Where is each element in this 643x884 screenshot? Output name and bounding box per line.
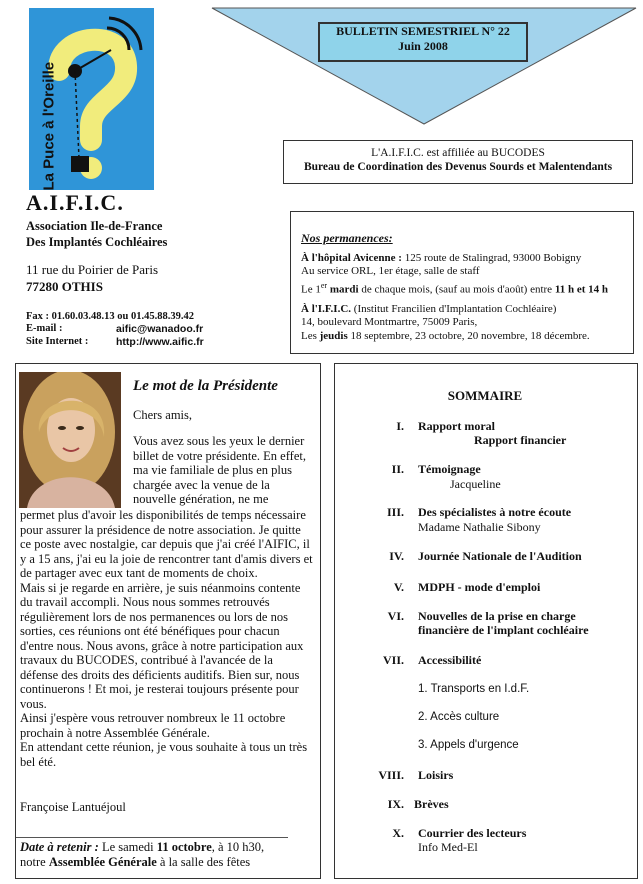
toc-item-sub: Info Med-El (418, 840, 478, 854)
article-greeting: Chers amis, (133, 408, 193, 422)
ific-description: (Institut Francilien d'Implantation Cochléaire) (351, 302, 557, 315)
toc-number: IX. (387, 797, 404, 811)
association-line1: Association Ile-de-France (26, 219, 163, 233)
separator-line (16, 837, 288, 838)
permanence-ific (301, 303, 625, 344)
president-photo (19, 372, 121, 508)
article-body (20, 508, 314, 769)
toc-number: III. (386, 505, 404, 519)
fax-line: Fax : 01.60.03.48.13 ou 01.45.88.39.42 (26, 311, 194, 322)
bulletin-header (318, 22, 528, 62)
date-to-remember: Date à retenir : Le samedi 11 octobre, à 10 h30, notre Assemblée Générale à la salle des fêtes (20, 840, 265, 869)
article-paragraph: Ainsi j'espère vous retrouver nombreux le 11 octobre prochain à notre Assemblée Générale. (20, 711, 286, 740)
permanences-title: Nos permanences: (301, 231, 393, 245)
article-paragraph: permet plus d'avoir les disponibilités de temps nécessaire pour assurer la présidence de notre association. Je quitte ce poste avec nostalgie, car depuis que j'ai créé l'AIFIC, il y a 15 ans, j'ai eu la joie de rencontrer tant d'amis divers et de partager avec eux tant de moments de choix. (20, 508, 313, 580)
site-link[interactable]: http://www.aific.fr (116, 336, 204, 348)
logo-text: La Puce à l'Oreille (40, 61, 58, 190)
permanences-box (290, 211, 634, 354)
toc-number: VI. (387, 609, 404, 623)
toc-item-title[interactable]: Accessibilité (418, 653, 482, 667)
toc-item-title[interactable]: Journée Nationale de l'Audition (418, 549, 582, 563)
association-logo (29, 8, 154, 190)
email-link[interactable]: aific@wanadoo.fr (116, 323, 204, 335)
address-city: 77280 OTHIS (26, 279, 103, 294)
toc-item-title[interactable]: Rapport moral (418, 419, 495, 433)
toc-item-title[interactable]: Des spécialistes à notre écoute (418, 505, 572, 519)
avicenne-schedule: Le 1er mardi de chaque mois, (sauf au mois d'août) entre 11 h et 14 h (301, 280, 609, 296)
toc-item-title[interactable]: financière de l'implant cochléaire (418, 623, 589, 637)
association-name: A.I.F.I.C. (26, 190, 124, 215)
toc-item-title[interactable]: Brèves (414, 797, 449, 811)
toc-subitem[interactable]: 1. Transports en I.d.F. (418, 683, 530, 695)
sommaire-title: SOMMAIRE (447, 388, 523, 403)
toc-number: V. (393, 580, 404, 594)
toc-item-sub: Madame Nathalie Sibony (418, 520, 541, 534)
toc-item-title[interactable]: MDPH - mode d'emploi (418, 580, 541, 594)
bulletin-number: BULLETIN SEMESTRIEL N° 22 (336, 24, 510, 38)
address-street: 11 rue du Poirier de Paris (26, 262, 159, 277)
toc-item-title[interactable]: Nouvelles de la prise en charge (418, 609, 576, 623)
toc-number: I. (396, 419, 404, 433)
article-paragraph: En attendant cette réunion, je vous souhaite à tous un très bel été. (20, 740, 308, 769)
toc-item-title[interactable]: Rapport financier (474, 433, 567, 447)
avicenne-label: À l'hôpital Avicenne : (301, 251, 402, 264)
avicenne-address: 125 route de Stalingrad, 93000 Bobigny (401, 251, 582, 264)
toc-item-sub: Jacqueline (450, 477, 501, 491)
toc-item-title[interactable]: Loisirs (418, 768, 454, 782)
article-intro: Vous avez sous les yeux le dernier billet de votre présidente. En effet, ma vie familiale de plus en plus chargée avec la venue de la nouvelle génération, ne me (133, 434, 306, 506)
article-signature: Françoise Lantuéjoul (20, 800, 126, 814)
avicenne-room: Au service ORL, 1er étage, salle de staff (301, 265, 480, 277)
permanence-avicenne (301, 252, 625, 297)
date-label: Date à retenir : (20, 840, 99, 854)
article-paragraph: Mais si je regarde en arrière, je suis néanmoins contente du travail accompli. Nous nous sommes retrouvés régulièrement lors de nos permanences ou lors de nos sorties, ces réunions ont été bénéfiques pour chacun d'entre nous. Nous avons, grâce à notre participation aux travaux du BUCODES, contribué à l'avancée de la défense des droits des déficients auditifs. Bien sur, nous continuerons ! Et moi, je resterai toujours présente pour vous. (20, 580, 304, 711)
article-title: Le mot de la Présidente (133, 378, 278, 394)
toc-item-title[interactable]: Courrier des lecteurs (418, 826, 527, 840)
site-label: Site Internet : (26, 336, 89, 347)
affiliation-line2: Bureau de Coordination des Devenus Sourds et Malentendants (303, 161, 613, 173)
ific-address: 14, boulevard Montmartre, 75009 Paris, (301, 316, 478, 329)
toc-number: VII. (382, 653, 404, 667)
toc-item-title[interactable]: Témoignage (418, 462, 481, 476)
toc-number: II. (391, 462, 404, 476)
toc-number: X. (392, 826, 404, 840)
toc-number: VIII. (378, 768, 404, 782)
affiliation-box (283, 140, 633, 184)
toc-subitem[interactable]: 3. Appels d'urgence (418, 739, 519, 751)
toc-number: IV. (389, 549, 404, 563)
toc-subitem[interactable]: 2. Accès culture (418, 711, 500, 723)
association-line2: Des Implantés Cochléaires (26, 235, 168, 249)
ific-schedule: Les jeudis 18 septembre, 23 octobre, 20 novembre, 18 décembre. (301, 329, 590, 342)
email-label: E-mail : (26, 323, 63, 334)
affiliation-line1: L'A.I.F.I.C. est affiliée au BUCODES (371, 147, 545, 159)
ific-label: À l'I.F.I.C. (301, 302, 352, 315)
bulletin-date: Juin 2008 (398, 39, 448, 53)
